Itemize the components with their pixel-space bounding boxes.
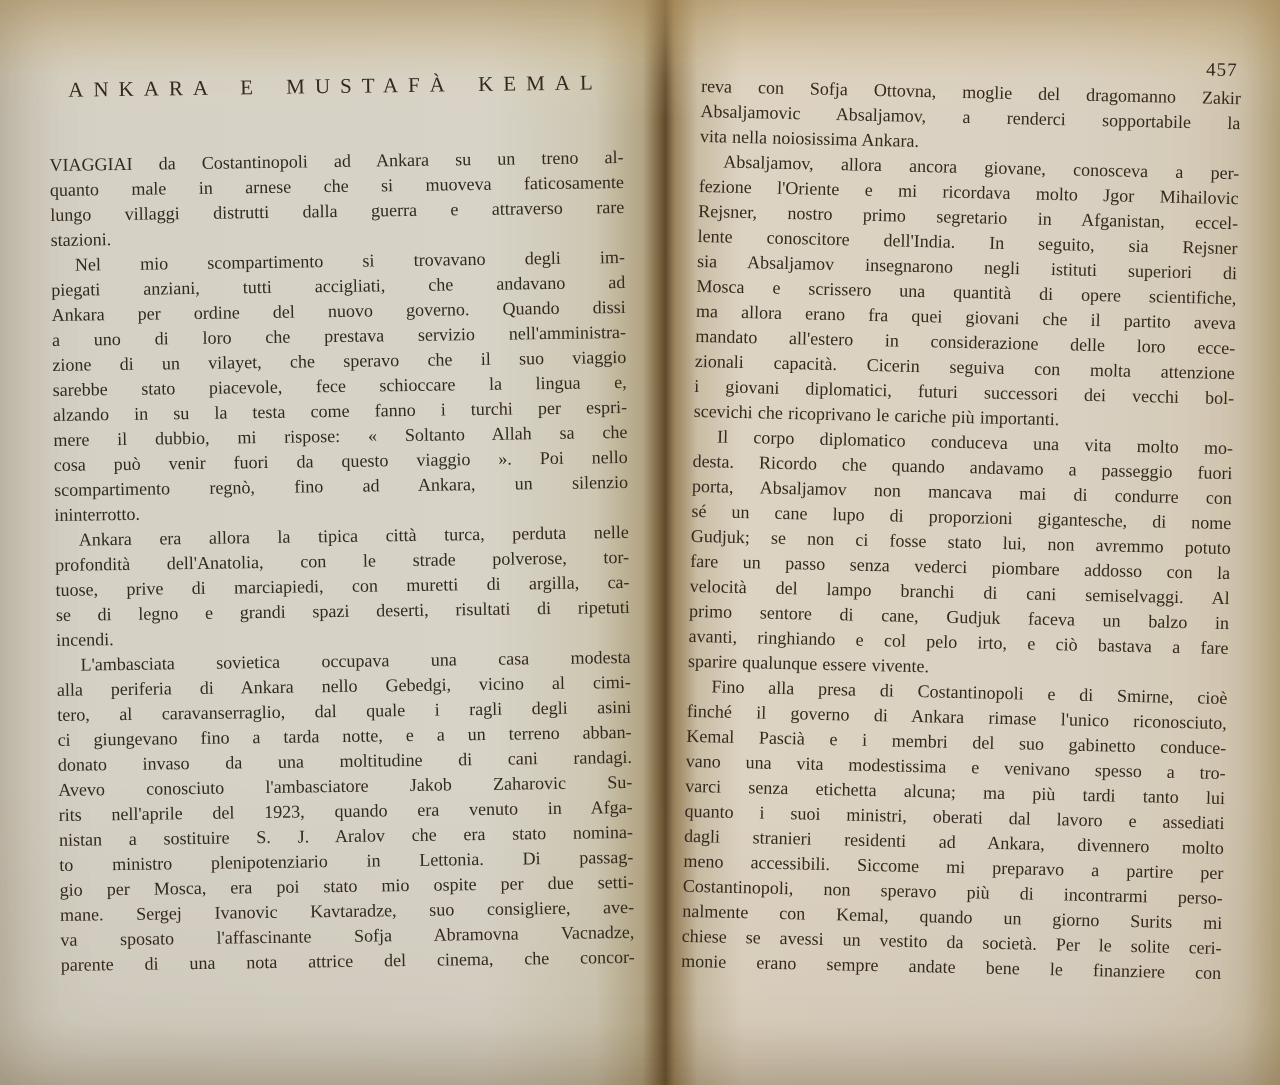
text-line: i giovani diplomatici, futuri successori dei vecchi bol- [694, 375, 1235, 409]
text-line: ci giungevano fino a tarda notte, e a un terreno abban- [57, 721, 632, 750]
right-page-body [681, 74, 1241, 986]
page-number: 457 [1205, 59, 1238, 82]
text-line: primo sentore di cane, Gudjuk faceva un balzo in [688, 600, 1230, 634]
text-line: fezione l'Oriente e mi ricordava molto Jgor Mihailovic [698, 175, 1239, 209]
text-line: monie erano sempre andate bene le finanziere con [681, 950, 1222, 984]
text-line: zione di un vilayet, che speravo che il suo viaggio [52, 346, 627, 375]
text-line: meno accessibili. Siccome mi preparavo a partire per [683, 850, 1224, 884]
text-line: mere il dubbio, mi rispose: « Soltanto Allah sa che [53, 421, 628, 450]
text-line: lungo villaggi distrutti dalla guerra e attraverso rare [50, 196, 625, 225]
text-line: varci senza etichetta alcuna; ma più tardi tanto lui [684, 775, 1226, 809]
text-line: profondità dell'Anatolia, con le strade polverose, tor- [55, 546, 630, 575]
text-line: quanto i suoi ministri, oberati dal lavoro e assediati [684, 800, 1225, 834]
text-line: to ministro plenipotenziario in Lettonia. Di passag- [59, 846, 634, 875]
paragraph [688, 424, 1234, 686]
paragraph [55, 520, 631, 653]
text-line: Avevo conosciuto l'ambasciatore Jakob Zaharovic Su- [58, 771, 633, 800]
chapter-title: ANKARA E MUSTAFÀ KEMAL [68, 70, 603, 102]
text-line: se di legno e grandi spazi deserti, risultati di ripetuti [55, 596, 630, 625]
text-line: chiese se avessi un vestito da società. Per le solite ceri- [681, 925, 1222, 959]
left-page [48, 44, 635, 978]
text-line: Gudjuk; se non ci fosse stato lui, non avremmo potuto [690, 525, 1231, 559]
text-line: velocità del lampo branchi di cani semiselvaggi. Al [689, 575, 1230, 609]
text-line: ma allora erano fra quei giovani che il partito aveva [695, 300, 1237, 334]
text-line: va sposato l'affascinante Sofja Abramovna Vacnadze, [60, 921, 635, 950]
text-line: Kemal Pascià e i membri del suo gabinetto conduce- [686, 725, 1227, 759]
text-line: Nel mio scompartimento si trovavano degli im- [74, 246, 626, 275]
text-line: rits nell'aprile del 1923, quando era venuto in Afga- [58, 796, 633, 825]
paragraph [700, 74, 1242, 161]
text-line: Rejsner, nostro primo segretario in Afganistan, eccel- [698, 200, 1239, 234]
right-page [681, 46, 1242, 986]
text-line: a uno di loro che prestava servizio nell'amministra- [51, 321, 627, 350]
text-line: porta, Absaljamov non mancava mai di condurre con [691, 475, 1233, 509]
text-line: mandato all'estero in considerazione delle loro ecce- [695, 325, 1236, 359]
text-line: incendi. [56, 629, 114, 650]
text-line: Il corpo diplomatico conduceva una vita molto mo- [716, 426, 1234, 459]
text-line: tero, al caravanserraglio, dal quale i ragli degli asini [57, 696, 632, 725]
text-line: Absaljamovic Absaljamov, a renderci sopportabile la [700, 100, 1241, 134]
text-line: parente di una nota attrice del cinema, che concor- [60, 946, 635, 975]
text-line: Ankara per ordine del nuovo governo. Quando dissi [51, 296, 626, 325]
text-line: sé un cane lupo di proporzioni gigantesche, di nome [691, 500, 1232, 534]
text-line: fare un passo senza vederci piombare addosso con la [690, 550, 1231, 584]
text-line: nistan a sostituire S. J. Aralov che era stato nomina- [58, 821, 634, 850]
paragraph [681, 674, 1228, 986]
text-line: Ankara era allora la tipica città turca, perduta nelle [78, 521, 629, 550]
text-line: Mosca e scrissero una quantità di opere scientifiche, [696, 275, 1237, 309]
paragraph [693, 149, 1239, 436]
text-line: finché il governo di Ankara rimase l'unico riconosciuto, [686, 700, 1228, 734]
text-line: sarebbe stato piacevole, fece schioccare la lingua e, [52, 371, 627, 400]
text-line: sia Absaljamov insegnarono negli istituti superiori di [696, 250, 1238, 284]
text-line: stazioni. [50, 229, 112, 250]
text-line: lente conoscitore dell'India. In seguito, sia Rejsner [697, 225, 1238, 259]
text-line: Fino alla presa di Costantinopoli e di Smirne, cioè [711, 676, 1228, 709]
text-line: nalmente con Kemal, quando un giorno Surits mi [682, 900, 1223, 934]
text-line: quanto male in arnese che si muoveva faticosamente [49, 171, 625, 200]
text-line: gio per Mosca, era poi stato mio ospite per due setti- [59, 871, 634, 900]
text-line: zionali capacità. Cicerin seguiva con molta attenzione [694, 350, 1235, 384]
text-line: desta. Ricordo che quando andavamo a passeggio fuori [692, 450, 1233, 484]
text-line: avanti, ringhiando e col pelo irto, e ciò bastava a fare [688, 625, 1229, 659]
text-line: ininterrotto. [54, 503, 141, 525]
text-line: Costantinopoli, non speravo più di incontrarmi perso- [682, 875, 1224, 909]
paragraph [51, 245, 629, 528]
left-page-body [49, 145, 634, 978]
text-line: cosa può venir fuori da questo viaggio ». Poi nello [53, 446, 628, 475]
paragraph [56, 645, 634, 978]
text-line: tuose, prive di marciapiedi, con muretti di argilla, ca- [55, 571, 630, 600]
text-line: reva con Sofja Ottovna, moglie del dragomanno Zakir [700, 75, 1242, 109]
text-line: donato invaso da una moltitudine di cani randagi. [57, 746, 633, 775]
text-line: alla periferia di Ankara nello Gebedgi, vicino al cimi- [56, 671, 631, 700]
text-line: sparire qualunque essere vivente. [687, 650, 930, 677]
text-line: vita nella noiosissima Ankara. [699, 125, 920, 151]
text-line: VIAGGIAI da Costantinopoli ad Ankara su un treno al- [49, 146, 624, 175]
text-line: piegati anziani, tutti accigliati, che andavano ad [51, 271, 626, 300]
text-line: L'ambasciata sovietica occupava una casa modesta [80, 646, 631, 675]
paragraph [49, 145, 624, 253]
text-line: Absaljamov, allora ancora giovane, conosceva a per- [723, 151, 1240, 184]
text-line: vano una vita modestissima e venivano spesso a tro- [685, 750, 1226, 784]
text-line: mane. Sergej Ivanovic Kavtaradze, suo consigliere, ave- [59, 896, 635, 925]
text-line: scevichi che ricoprivano le cariche più importanti. [693, 400, 1060, 430]
text-line: scompartimento regnò, fino ad Ankara, un silenzio [53, 471, 629, 500]
text-line: dagli stranieri residenti ad Ankara, divennero molto [683, 825, 1225, 859]
text-line: alzando in su la testa come fanno i turchi per espri- [52, 396, 628, 425]
